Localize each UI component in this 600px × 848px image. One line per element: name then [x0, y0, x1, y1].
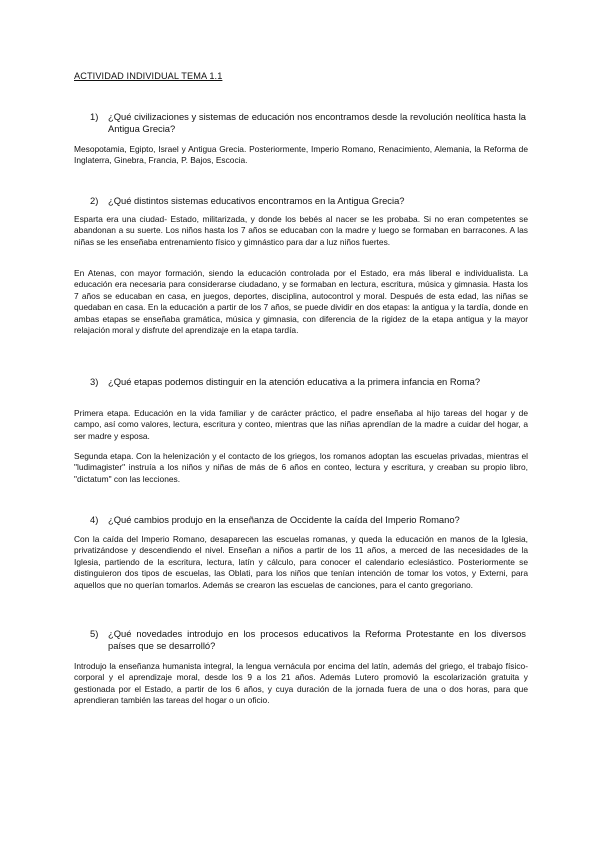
question-number: 3) [90, 376, 99, 387]
document-title: ACTIVIDAD INDIVIDUAL TEMA 1.1 [74, 71, 223, 81]
question-text: ¿Qué cambios produjo en la enseñanza de Occidente la caída del Imperio Romano? [108, 514, 460, 525]
answer-paragraph: En Atenas, con mayor formación, siendo la educación controlada por el Estado, era más liberal e individualista. La educación era necesaria para considerarse ciudadano, y se formaban en lectura, escritura, música y gimnasia. Hasta los 7 años se educaban en casa, en juegos, deportes, disciplina, autocontrol y moral. Después de esta edad, las niñas se quedaban en casa. En la educación a partir de los 7 años, se puede dividir en dos etapas: la antigua y la tardía, donde en ambas etapas se enseñaba gramática, música y gimnasia, con diferencia de la rigidez de la etapa antigua y la mayor relajación moral y disfrute del aprendizaje en la etapa tardía. [74, 268, 528, 336]
question-number: 1) [90, 111, 99, 122]
question-text: ¿Qué distintos sistemas educativos encontramos en la Antigua Grecia? [108, 195, 405, 206]
answer-paragraph: Primera etapa. Educación en la vida familiar y de carácter práctico, el padre enseñaba al hijo tareas del hogar y de campo, así como valores, lectura, escritura y conteo, mientras que las niñas aprendían de la madre a cuidar del hogar, a ser madre y esposa. [74, 408, 528, 441]
answer-paragraph: Introdujo la enseñanza humanista integral, la lengua vernácula por encima del latín, además del griego, el trabajo físico-corporal y el aprendizaje moral, desde los 9 a los 21 años. Además Lutero promovió la escolarización gratuita y gestionada por el Estado, a partir de los 6 años, y cuya duración de la jornada fuera de una o dos horas, para que aprendieran también las tareas del hogar o un oficio. [74, 661, 528, 706]
answer-paragraph: Segunda etapa. Con la helenización y el contacto de los griegos, los romanos adoptan las escuelas privadas, mientras el "ludimagister" instruía a los niños y niñas de más de 6 años en conteo, lectura y escritura, y creaban su propio libro, "dictatum" con las lecciones. [74, 451, 528, 484]
question-number: 4) [90, 514, 99, 525]
answer-paragraph: Esparta era una ciudad- Estado, militarizada, y donde los bebés al nacer se les probaba. Si no eran competentes se abandonan a su suerte. Los niños hasta los 7 años se educaban con la madre y luego se formaban en barracones. A las niñas se les enseñaba entrenamiento físico y gimnástico para dar a luz niños fuertes. [74, 214, 528, 247]
answer-paragraph: Mesopotamia, Egipto, Israel y Antigua Grecia. Posteriormente, Imperio Romano, Renacimiento, Alemania, la Reforma de Inglaterra, Ginebra, Francia, P. Bajos, Escocia. [74, 144, 528, 166]
question-number: 5) [90, 628, 99, 639]
question-text: ¿Qué novedades introdujo en los procesos educativos la Reforma Protestante en los diversos países que se desarrolló? [108, 628, 526, 651]
question-text: ¿Qué civilizaciones y sistemas de educación nos encontramos desde la revolución neolítica hasta la Antigua Grecia? [108, 111, 526, 134]
question-number: 2) [90, 195, 99, 206]
question-text: ¿Qué etapas podemos distinguir en la atención educativa a la primera infancia en Roma? [108, 376, 481, 387]
answer-paragraph: Con la caída del Imperio Romano, desaparecen las escuelas romanas, y queda la educación en manos de la Iglesia, privatizándose y descendiendo el nivel. Enseñan a niños a partir de los 11 años, a merced de las necesidades de la Iglesia, partiendo de la escritura, lectura, latín y cálculo, para conocer el calendario eclesiástico. Posteriormente se distinguieron dos tipos de escuelas, las Oblati, para los niños que tenían intención de tomar los votos, y Externi, para aquellos que no querían tomarlos. Además se crearon las escuelas de canciones, para el canto gregoriano. [74, 534, 528, 590]
